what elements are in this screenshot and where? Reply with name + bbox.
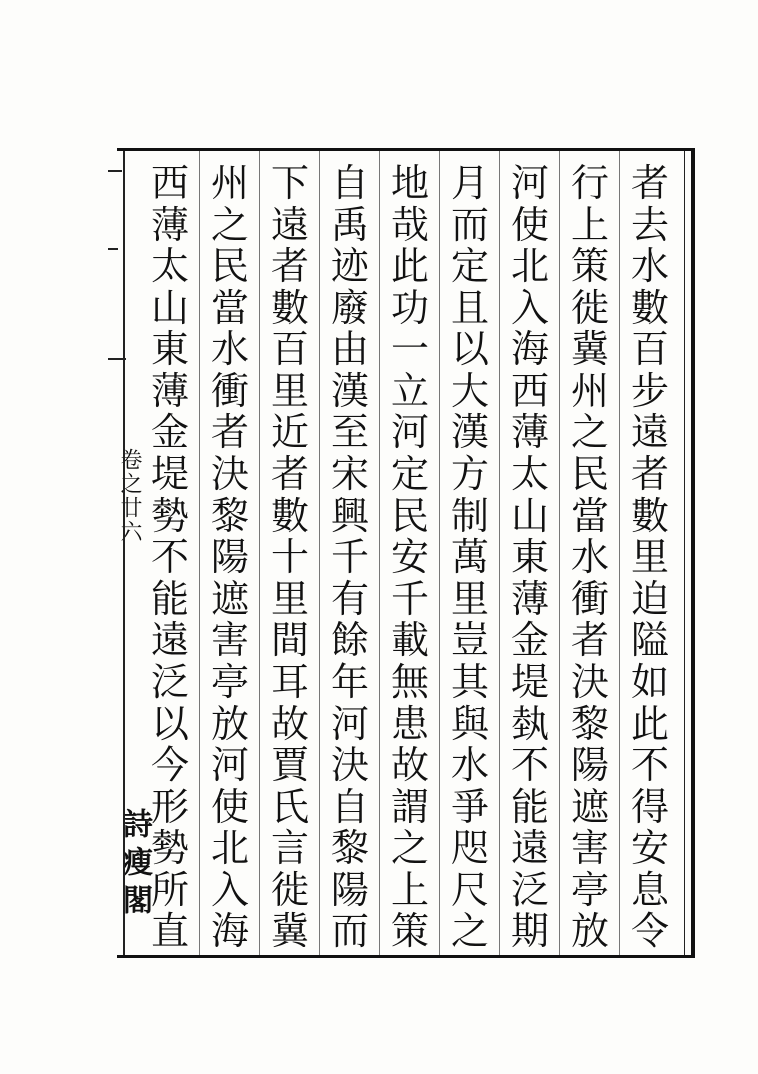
text-char: 之 bbox=[390, 826, 429, 871]
text-char: 冀 bbox=[570, 327, 609, 372]
text-char: 金 bbox=[150, 410, 189, 455]
text-char: 遠 bbox=[510, 826, 549, 871]
text-char: 去 bbox=[630, 202, 669, 247]
text-char: 民 bbox=[210, 244, 249, 289]
text-char: 迹 bbox=[330, 244, 369, 289]
text-char: 咫 bbox=[450, 826, 489, 871]
column-rule bbox=[619, 151, 620, 955]
text-char: 西 bbox=[150, 161, 189, 205]
text-char: 由 bbox=[330, 327, 369, 372]
text-char: 期 bbox=[510, 909, 549, 954]
text-char: 餘 bbox=[330, 618, 369, 663]
frame-inner-rule bbox=[684, 151, 685, 955]
text-char: 薄 bbox=[510, 410, 549, 455]
text-char: 遮 bbox=[210, 576, 249, 621]
text-char: 數 bbox=[270, 493, 309, 538]
text-char: 里 bbox=[630, 535, 669, 580]
text-char: 策 bbox=[390, 909, 429, 954]
text-char: 遮 bbox=[570, 784, 609, 829]
text-char: 堤 bbox=[510, 659, 549, 704]
text-char: 有 bbox=[330, 576, 369, 621]
text-char: 功 bbox=[390, 285, 429, 330]
text-char: 百 bbox=[270, 327, 309, 372]
text-char: 民 bbox=[570, 452, 609, 497]
text-char: 尺 bbox=[450, 867, 489, 912]
text-char: 勢 bbox=[150, 493, 189, 538]
text-char: 徙 bbox=[270, 867, 309, 912]
text-char: 西 bbox=[510, 368, 549, 413]
text-char: 者 bbox=[570, 618, 609, 663]
text-char: 遠 bbox=[150, 618, 189, 663]
text-column bbox=[327, 163, 373, 953]
text-char: 州 bbox=[210, 161, 249, 205]
text-char: 豈 bbox=[450, 618, 489, 663]
text-column bbox=[267, 163, 313, 953]
text-column bbox=[507, 163, 553, 953]
text-char: 載 bbox=[390, 618, 429, 663]
text-char: 民 bbox=[390, 493, 429, 538]
text-char: 里 bbox=[270, 368, 309, 413]
text-char: 迫 bbox=[630, 576, 669, 621]
text-char: 耳 bbox=[270, 659, 309, 704]
text-column bbox=[567, 163, 613, 953]
text-char: 定 bbox=[450, 244, 489, 289]
text-char: 能 bbox=[510, 784, 549, 829]
text-char: 且 bbox=[450, 285, 489, 330]
column-rule bbox=[499, 151, 500, 955]
text-char: 而 bbox=[450, 202, 489, 247]
text-char: 百 bbox=[630, 327, 669, 372]
text-char: 隘 bbox=[630, 618, 669, 663]
text-char: 太 bbox=[510, 452, 549, 497]
text-char: 直 bbox=[150, 909, 189, 954]
text-char: 水 bbox=[210, 327, 249, 372]
text-char: 與 bbox=[450, 701, 489, 746]
column-rule bbox=[199, 151, 200, 955]
text-char: 自 bbox=[330, 161, 369, 205]
text-char: 黎 bbox=[210, 493, 249, 538]
text-char: 數 bbox=[630, 285, 669, 330]
text-char: 近 bbox=[270, 410, 309, 455]
text-char: 十 bbox=[270, 535, 309, 580]
text-char: 大 bbox=[450, 368, 489, 413]
text-char: 當 bbox=[570, 493, 609, 538]
text-char: 數 bbox=[270, 285, 309, 330]
text-char: 決 bbox=[330, 743, 369, 788]
text-char: 漢 bbox=[330, 368, 369, 413]
text-char: 海 bbox=[510, 327, 549, 372]
text-char: 至 bbox=[330, 410, 369, 455]
text-char: 行 bbox=[570, 161, 609, 205]
text-char: 之 bbox=[450, 909, 489, 954]
text-char: 不 bbox=[510, 743, 549, 788]
text-char: 水 bbox=[630, 244, 669, 289]
text-char: 徙 bbox=[570, 285, 609, 330]
text-char: 以 bbox=[450, 327, 489, 372]
text-char: 山 bbox=[150, 285, 189, 330]
text-char: 水 bbox=[450, 743, 489, 788]
text-char: 入 bbox=[510, 285, 549, 330]
text-char: 故 bbox=[390, 743, 429, 788]
text-char: 之 bbox=[210, 202, 249, 247]
text-char: 今 bbox=[150, 743, 189, 788]
text-char: 陽 bbox=[570, 743, 609, 788]
text-char: 一 bbox=[390, 327, 429, 372]
text-column bbox=[147, 163, 193, 953]
text-char: 入 bbox=[210, 867, 249, 912]
text-char: 里 bbox=[450, 576, 489, 621]
column-rule bbox=[559, 151, 560, 955]
text-char: 千 bbox=[390, 576, 429, 621]
text-char: 謂 bbox=[390, 784, 429, 829]
text-char: 薄 bbox=[150, 368, 189, 413]
text-char: 堤 bbox=[150, 452, 189, 497]
text-char: 薄 bbox=[510, 576, 549, 621]
text-char: 者 bbox=[630, 452, 669, 497]
text-char: 漢 bbox=[450, 410, 489, 455]
text-char: 州 bbox=[570, 368, 609, 413]
column-rule bbox=[319, 151, 320, 955]
text-char: 海 bbox=[210, 909, 249, 954]
text-char: 勢 bbox=[150, 826, 189, 871]
text-char: 步 bbox=[630, 368, 669, 413]
text-char: 亭 bbox=[570, 867, 609, 912]
text-char: 而 bbox=[330, 909, 369, 954]
text-char: 月 bbox=[450, 161, 489, 205]
text-char: 者 bbox=[210, 410, 249, 455]
text-char: 害 bbox=[570, 826, 609, 871]
text-char: 策 bbox=[570, 244, 609, 289]
text-char: 者 bbox=[270, 452, 309, 497]
text-char: 以 bbox=[150, 701, 189, 746]
text-column bbox=[447, 163, 493, 953]
text-char: 東 bbox=[150, 327, 189, 372]
text-char: 形 bbox=[150, 784, 189, 829]
text-char: 里 bbox=[270, 576, 309, 621]
text-char: 安 bbox=[630, 826, 669, 871]
text-char: 無 bbox=[390, 659, 429, 704]
text-char: 自 bbox=[330, 784, 369, 829]
text-char: 上 bbox=[570, 202, 609, 247]
text-char: 遠 bbox=[630, 410, 669, 455]
text-char: 者 bbox=[630, 161, 669, 205]
text-char: 埶 bbox=[510, 701, 549, 746]
text-char: 黎 bbox=[570, 701, 609, 746]
text-char: 遠 bbox=[270, 202, 309, 247]
text-char: 息 bbox=[630, 867, 669, 912]
text-char: 萬 bbox=[450, 535, 489, 580]
text-char: 陽 bbox=[330, 867, 369, 912]
text-char: 上 bbox=[390, 867, 429, 912]
text-char: 年 bbox=[330, 659, 369, 704]
text-char: 太 bbox=[150, 244, 189, 289]
text-char: 放 bbox=[570, 909, 609, 954]
text-char: 故 bbox=[270, 701, 309, 746]
text-column bbox=[207, 163, 253, 953]
text-char: 北 bbox=[510, 244, 549, 289]
text-column bbox=[387, 163, 433, 953]
text-char: 泛 bbox=[510, 867, 549, 912]
frame-inner-rule bbox=[123, 151, 125, 955]
text-char: 決 bbox=[210, 452, 249, 497]
text-char: 泛 bbox=[150, 659, 189, 704]
text-char: 衝 bbox=[570, 576, 609, 621]
volume-label: 卷之廿六 bbox=[117, 448, 142, 544]
text-char: 山 bbox=[510, 493, 549, 538]
text-char: 氏 bbox=[270, 784, 309, 829]
text-char: 下 bbox=[270, 161, 309, 205]
text-column bbox=[627, 163, 673, 953]
text-char: 害 bbox=[210, 618, 249, 663]
text-char: 數 bbox=[630, 493, 669, 538]
text-char: 制 bbox=[450, 493, 489, 538]
text-char: 此 bbox=[390, 244, 429, 289]
text-char: 水 bbox=[570, 535, 609, 580]
text-char: 不 bbox=[150, 535, 189, 580]
text-char: 衝 bbox=[210, 368, 249, 413]
text-char: 哉 bbox=[390, 202, 429, 247]
text-char: 得 bbox=[630, 784, 669, 829]
text-char: 河 bbox=[210, 743, 249, 788]
text-char: 金 bbox=[510, 618, 549, 663]
text-char: 使 bbox=[210, 784, 249, 829]
text-char: 令 bbox=[630, 909, 669, 954]
text-char: 此 bbox=[630, 701, 669, 746]
text-char: 如 bbox=[630, 659, 669, 704]
text-char: 使 bbox=[510, 202, 549, 247]
text-char: 安 bbox=[390, 535, 429, 580]
text-char: 廢 bbox=[330, 285, 369, 330]
text-char: 黎 bbox=[330, 826, 369, 871]
text-char: 爭 bbox=[450, 784, 489, 829]
text-char: 所 bbox=[150, 867, 189, 912]
text-char: 地 bbox=[390, 161, 429, 205]
text-char: 禹 bbox=[330, 202, 369, 247]
text-char: 河 bbox=[330, 701, 369, 746]
text-char: 河 bbox=[510, 161, 549, 205]
text-char: 立 bbox=[390, 368, 429, 413]
text-char: 間 bbox=[270, 618, 309, 663]
text-char: 興 bbox=[330, 493, 369, 538]
text-char: 亭 bbox=[210, 659, 249, 704]
text-char: 千 bbox=[330, 535, 369, 580]
text-char: 方 bbox=[450, 452, 489, 497]
text-char: 當 bbox=[210, 285, 249, 330]
text-char: 宋 bbox=[330, 452, 369, 497]
text-char: 放 bbox=[210, 701, 249, 746]
text-char: 薄 bbox=[150, 202, 189, 247]
text-char: 北 bbox=[210, 826, 249, 871]
column-rule bbox=[439, 151, 440, 955]
text-char: 東 bbox=[510, 535, 549, 580]
text-char: 冀 bbox=[270, 909, 309, 954]
text-char: 能 bbox=[150, 576, 189, 621]
text-char: 定 bbox=[390, 452, 429, 497]
text-char: 賈 bbox=[270, 743, 309, 788]
text-char: 言 bbox=[270, 826, 309, 871]
text-char: 不 bbox=[630, 743, 669, 788]
press-name: 詩瘦閣 bbox=[117, 808, 152, 922]
column-rule bbox=[259, 151, 260, 955]
text-char: 陽 bbox=[210, 535, 249, 580]
text-char: 者 bbox=[270, 244, 309, 289]
column-rule bbox=[379, 151, 380, 955]
text-char: 之 bbox=[570, 410, 609, 455]
text-char: 其 bbox=[450, 659, 489, 704]
text-char: 患 bbox=[390, 701, 429, 746]
text-char: 決 bbox=[570, 659, 609, 704]
text-frame bbox=[117, 148, 695, 958]
text-char: 河 bbox=[390, 410, 429, 455]
